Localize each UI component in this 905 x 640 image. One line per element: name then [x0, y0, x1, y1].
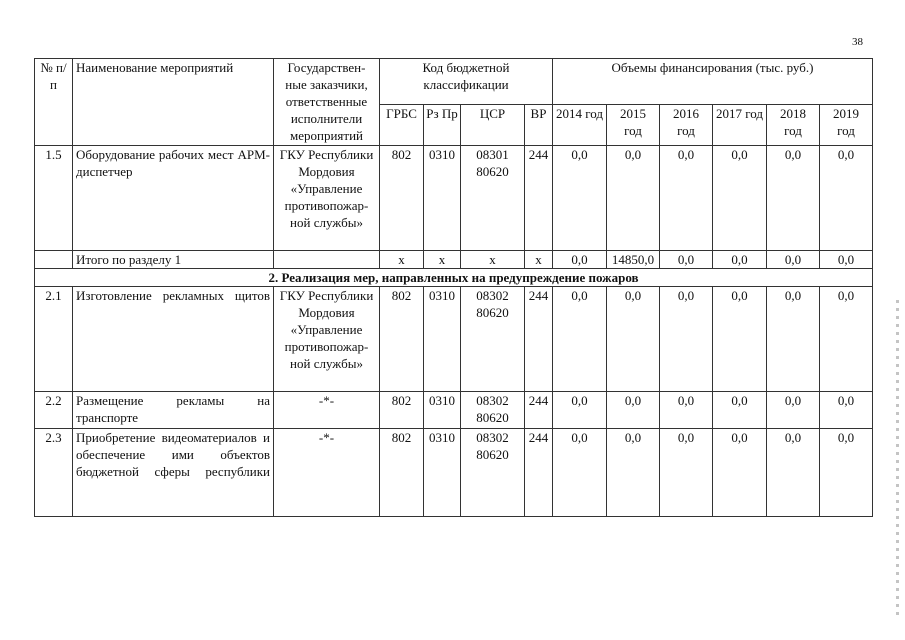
row-customer: -*-: [274, 429, 380, 517]
row-value-2015: 14850,0: [607, 251, 660, 269]
row-grbs: 802: [380, 429, 424, 517]
row-value-2018: 0,0: [767, 146, 820, 251]
row-vr: х: [525, 251, 553, 269]
header-grbs: ГРБС: [380, 105, 424, 146]
page-number: 38: [852, 36, 863, 48]
row-value-2016: 0,0: [660, 287, 713, 392]
row-csr: х: [461, 251, 525, 269]
header-year-2015: 2015 год: [607, 105, 660, 146]
table-row: [35, 392, 873, 429]
header-csr: ЦСР: [461, 105, 525, 146]
header-row-1: [35, 59, 873, 105]
row-name: Оборудование рабочих мест АРМ-диспетчер: [73, 146, 274, 251]
row-value-2015: 0,0: [607, 392, 660, 429]
row-value-2016: 0,0: [660, 146, 713, 251]
row-value-2014: 0,0: [553, 146, 607, 251]
row-csr: 08302 80620: [461, 287, 525, 392]
table-row: [35, 287, 873, 392]
table-row: [35, 429, 873, 517]
row-value-2018: 0,0: [767, 251, 820, 269]
row-customer: [274, 251, 380, 269]
row-num: 2.1: [35, 287, 73, 392]
row-customer: ГКУ Республики Мордовия «Управление противопожар-ной службы»: [274, 287, 380, 392]
header-year-2016: 2016 год: [660, 105, 713, 146]
row-rzpr: 0310: [424, 392, 461, 429]
row-num: 1.5: [35, 146, 73, 251]
row-customer: ГКУ Республики Мордовия «Управление противопожар-ной службы»: [274, 146, 380, 251]
header-financing: Объемы финансирования (тыс. руб.): [553, 59, 873, 105]
row-num: 2.2: [35, 392, 73, 429]
scan-edge-mark: [896, 300, 899, 620]
row-value-2017: 0,0: [713, 392, 767, 429]
row-customer: -*-: [274, 392, 380, 429]
row-value-2017: 0,0: [713, 287, 767, 392]
row-value-2017: 0,0: [713, 429, 767, 517]
header-year-2017: 2017 год: [713, 105, 767, 146]
header-year-2019: 2019 год: [820, 105, 873, 146]
row-value-2019: 0,0: [820, 251, 873, 269]
row-grbs: 802: [380, 287, 424, 392]
row-value-2019: 0,0: [820, 429, 873, 517]
financing-table: [34, 58, 873, 517]
row-value-2019: 0,0: [820, 146, 873, 251]
row-value-2016: 0,0: [660, 392, 713, 429]
row-num: [35, 251, 73, 269]
row-csr: 08302 80620: [461, 429, 525, 517]
row-name: Размещение рекламы на транспорте: [73, 392, 274, 429]
row-value-2016: 0,0: [660, 429, 713, 517]
header-year-2014: 2014 год: [553, 105, 607, 146]
section-2-title: 2. Реализация мер, направленных на предупреждение пожаров: [35, 269, 873, 287]
header-num: № п/п: [35, 59, 73, 146]
row-csr: 08302 80620: [461, 392, 525, 429]
row-name: Изготовление рекламных щитов: [73, 287, 274, 392]
row-rzpr: 0310: [424, 287, 461, 392]
header-rzpr: Рз Пр: [424, 105, 461, 146]
row-num: 2.3: [35, 429, 73, 517]
header-year-2018: 2018 год: [767, 105, 820, 146]
row-value-2014: 0,0: [553, 287, 607, 392]
row-vr: 244: [525, 392, 553, 429]
row-vr: 244: [525, 287, 553, 392]
header-budget-code: Код бюджетной классификации: [380, 59, 553, 105]
row-rzpr: х: [424, 251, 461, 269]
row-value-2015: 0,0: [607, 146, 660, 251]
row-value-2017: 0,0: [713, 251, 767, 269]
total-row: [35, 251, 873, 269]
row-grbs: х: [380, 251, 424, 269]
row-value-2018: 0,0: [767, 287, 820, 392]
row-grbs: 802: [380, 146, 424, 251]
row-value-2019: 0,0: [820, 392, 873, 429]
section-row: [35, 269, 873, 287]
row-value-2015: 0,0: [607, 429, 660, 517]
header-name: Наименование мероприятий: [73, 59, 274, 146]
row-value-2017: 0,0: [713, 146, 767, 251]
header-customer: Государствен-ные заказчики, ответственные исполнители мероприятий: [274, 59, 380, 146]
row-value-2014: 0,0: [553, 392, 607, 429]
header-vr: ВР: [525, 105, 553, 146]
table-row: [35, 146, 873, 251]
row-value-2019: 0,0: [820, 287, 873, 392]
row-rzpr: 0310: [424, 429, 461, 517]
row-vr: 244: [525, 429, 553, 517]
row-grbs: 802: [380, 392, 424, 429]
row-name: Приобретение видеоматериалов и обеспечение ими объектов бюджетной сферы республики: [73, 429, 274, 517]
row-vr: 244: [525, 146, 553, 251]
row-value-2016: 0,0: [660, 251, 713, 269]
row-value-2015: 0,0: [607, 287, 660, 392]
row-value-2018: 0,0: [767, 429, 820, 517]
row-value-2018: 0,0: [767, 392, 820, 429]
row-csr: 08301 80620: [461, 146, 525, 251]
row-value-2014: 0,0: [553, 429, 607, 517]
row-rzpr: 0310: [424, 146, 461, 251]
row-value-2014: 0,0: [553, 251, 607, 269]
row-name: Итого по разделу 1: [73, 251, 274, 269]
